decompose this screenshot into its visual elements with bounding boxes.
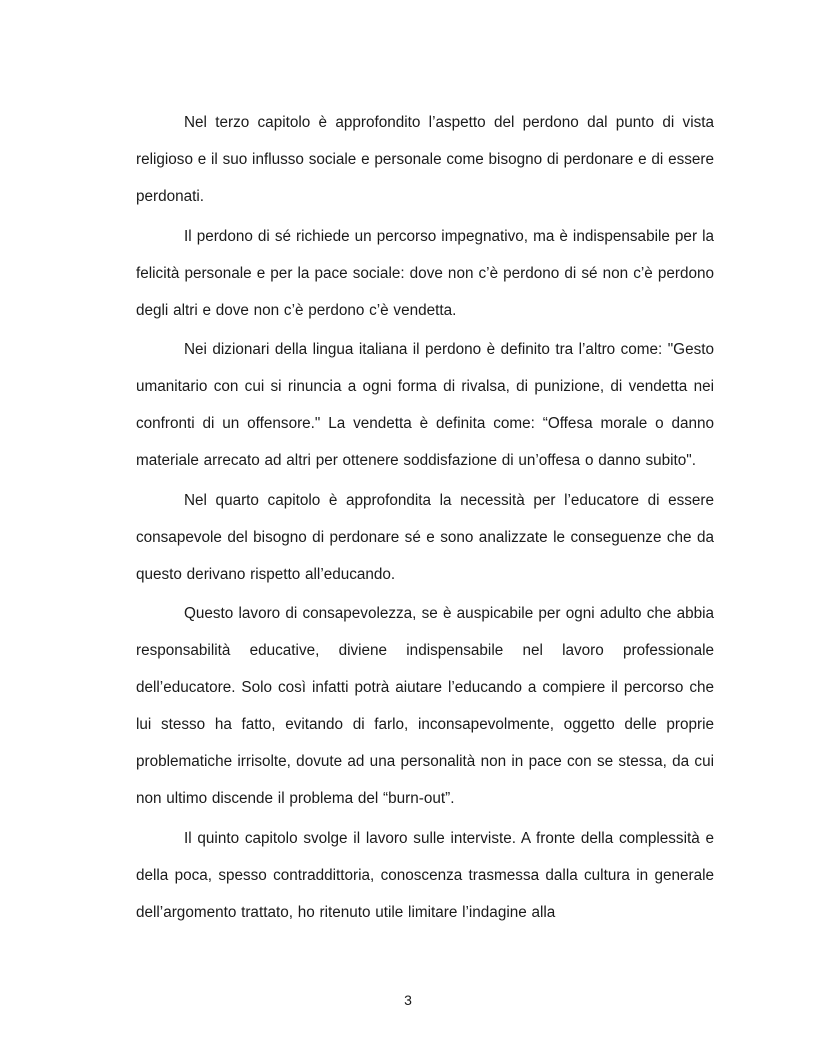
paragraph-fifth-chapter: Il quinto capitolo svolge il lavoro sulle interviste. A fronte della complessità e della poca, spesso contraddittoria, conoscenza trasmessa dalla cultura in generale dell’argomento trattato, ho ritenuto utile limitare l’indagine alla	[136, 829, 714, 921]
paragraph-fourth-chapter: Nel quarto capitolo è approfondita la necessità per l’educatore di essere consapevole del bisogno di perdonare sé e sono analizzate le conseguenze che da questo derivano rispetto all’educando.	[136, 491, 714, 583]
page-number: 3	[404, 992, 412, 1008]
paragraph-self-forgiveness: Il perdono di sé richiede un percorso impegnativo, ma è indispensabile per la felicità personale e per la pace sociale: dove non c’è perdono di sé non c’è perdono degli altri e dove non c’è perdono c’è vendetta.	[136, 227, 714, 319]
paragraph-awareness-work: Questo lavoro di consapevolezza, se è auspicabile per ogni adulto che abbia responsabilità educative, diviene indispensabile nel lavoro professionale dell’educatore. Solo così infatti potrà aiutare l’educando a compiere il percorso che lui stesso ha fatto, evitando di farlo, inconsapevolmente, oggetto delle proprie problematiche irrisolte, dovute ad una personalità non in pace con se stessa, da cui non ultimo discende il problema del “burn-out”.	[136, 605, 714, 807]
paragraph-third-chapter: Nel terzo capitolo è approfondito l’aspetto del perdono dal punto di vista religioso e il suo influsso sociale e personale come bisogno di perdonare e di essere perdonati.	[136, 114, 714, 205]
page-body	[136, 104, 714, 933]
paragraph-dictionary-definition: Nei dizionari della lingua italiana il perdono è definito tra l’altro come: "Gesto umanitario con cui si rinuncia a ogni forma di rivalsa, di punizione, di vendetta nei confronti di un offensore." La vendetta è definita come: “Offesa morale o danno materiale arrecato ad altri per ottenere soddisfazione di un’offesa o danno subito".	[136, 341, 714, 469]
